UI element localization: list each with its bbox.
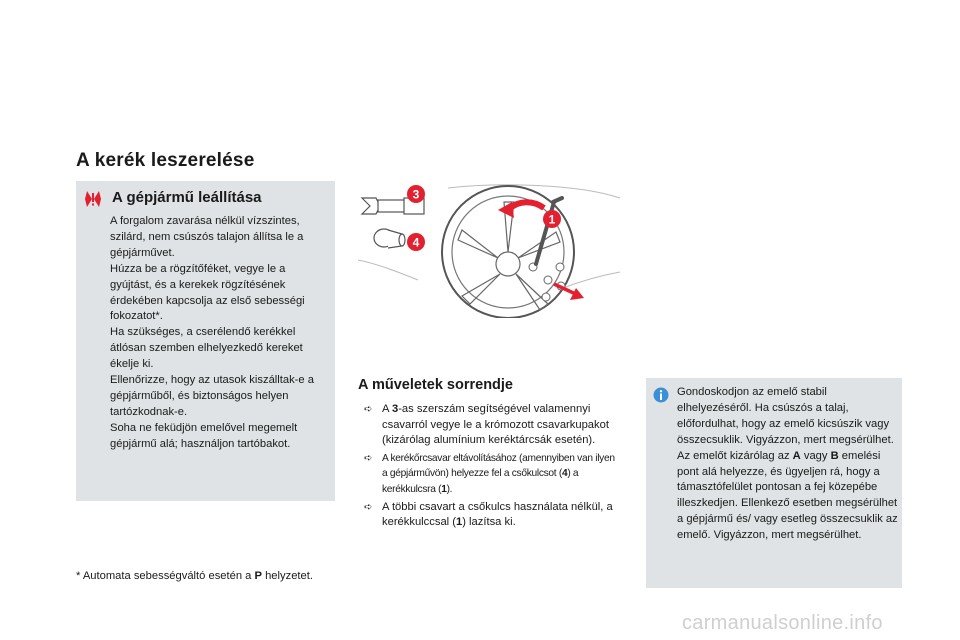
wheel-removal-illustration — [358, 180, 622, 318]
svg-text:1: 1 — [548, 212, 556, 227]
footnote: * Automata sebességváltó esetén a P helyzetet. — [76, 570, 313, 582]
info-box — [646, 378, 902, 588]
list-item: ➪ A kerékőrcsavar eltávolításához (amennyiben van ilyen a gépjárművön) helyezze fel a csőkulcsot (4) a kerékkulcsra (1). — [364, 452, 615, 495]
warning-text: A forgalom zavarása nélkül vízszintes, szilárd, nem csúszós talajon állítsa le a gépjárművet. Húzza be a rögzítőféket, vegye le a gyújtást, és a kerekek rögzítésének érdekében kapcsolja az első sebességi fokozatot*. Ha szükséges, a cserélendő kerékkel átlósan szemben elhelyezkedő kereket ékelje ki. Ellenőrizze, hogy az utasok kiszálltak-e a gépjárműből, és biztonságos helyen tartózkodnak-e. Soha ne feküdjön emelővel megemelt gépjármű alá; használjon tartóbakot. — [110, 215, 314, 450]
steps-title: A műveletek sorrendje — [358, 377, 513, 393]
arrow-right-icon: ➪ — [364, 501, 373, 513]
list-item: ➪ A többi csavart a csőkulcs használata nélkül, a kerékkulccsal (1) lazítsa ki. — [364, 500, 613, 529]
list-item: ➪ A 3-as szerszám segítségével valamennyi csavarról vegye le a krómozott csavarkupakot (kizárólag alumínium keréktárcsák esetén). — [364, 403, 609, 447]
page-title: A kerék leszerelése — [76, 150, 255, 171]
steps-list — [358, 402, 620, 533]
arrow-right-icon: ➪ — [364, 452, 373, 464]
warning-box — [76, 181, 335, 501]
watermark: carmanualsonline.info — [682, 612, 883, 634]
svg-text:3: 3 — [412, 187, 420, 202]
warning-title: A gépjármű leállítása — [112, 189, 262, 206]
arrow-right-icon: ➪ — [364, 404, 373, 415]
info-text: Gondoskodjon az emelő stabil elhelyezéséről. Ha csúszós a talaj, előfordulhat, hogy az emelő kicsúszik vagy összecsuklik. Vigyázzon, mert megsérülhet. Az emelőt kizárólag az A vagy B emelési pont alá helyezze, és ügyeljen rá, hogy a támasztófelület pontosan a fej közepébe illeszkedjen. Ellenkező esetben megsérülhet a gépjármű és/ vagy esetleg összecsuklik az emelő. Vigyázzon, mert megsérülhet. — [677, 386, 898, 542]
label-badge — [407, 185, 425, 203]
warning-icon — [84, 190, 102, 208]
svg-text:4: 4 — [412, 235, 420, 250]
label-badge — [407, 233, 425, 251]
info-icon — [653, 387, 669, 403]
label-badge — [543, 210, 561, 228]
